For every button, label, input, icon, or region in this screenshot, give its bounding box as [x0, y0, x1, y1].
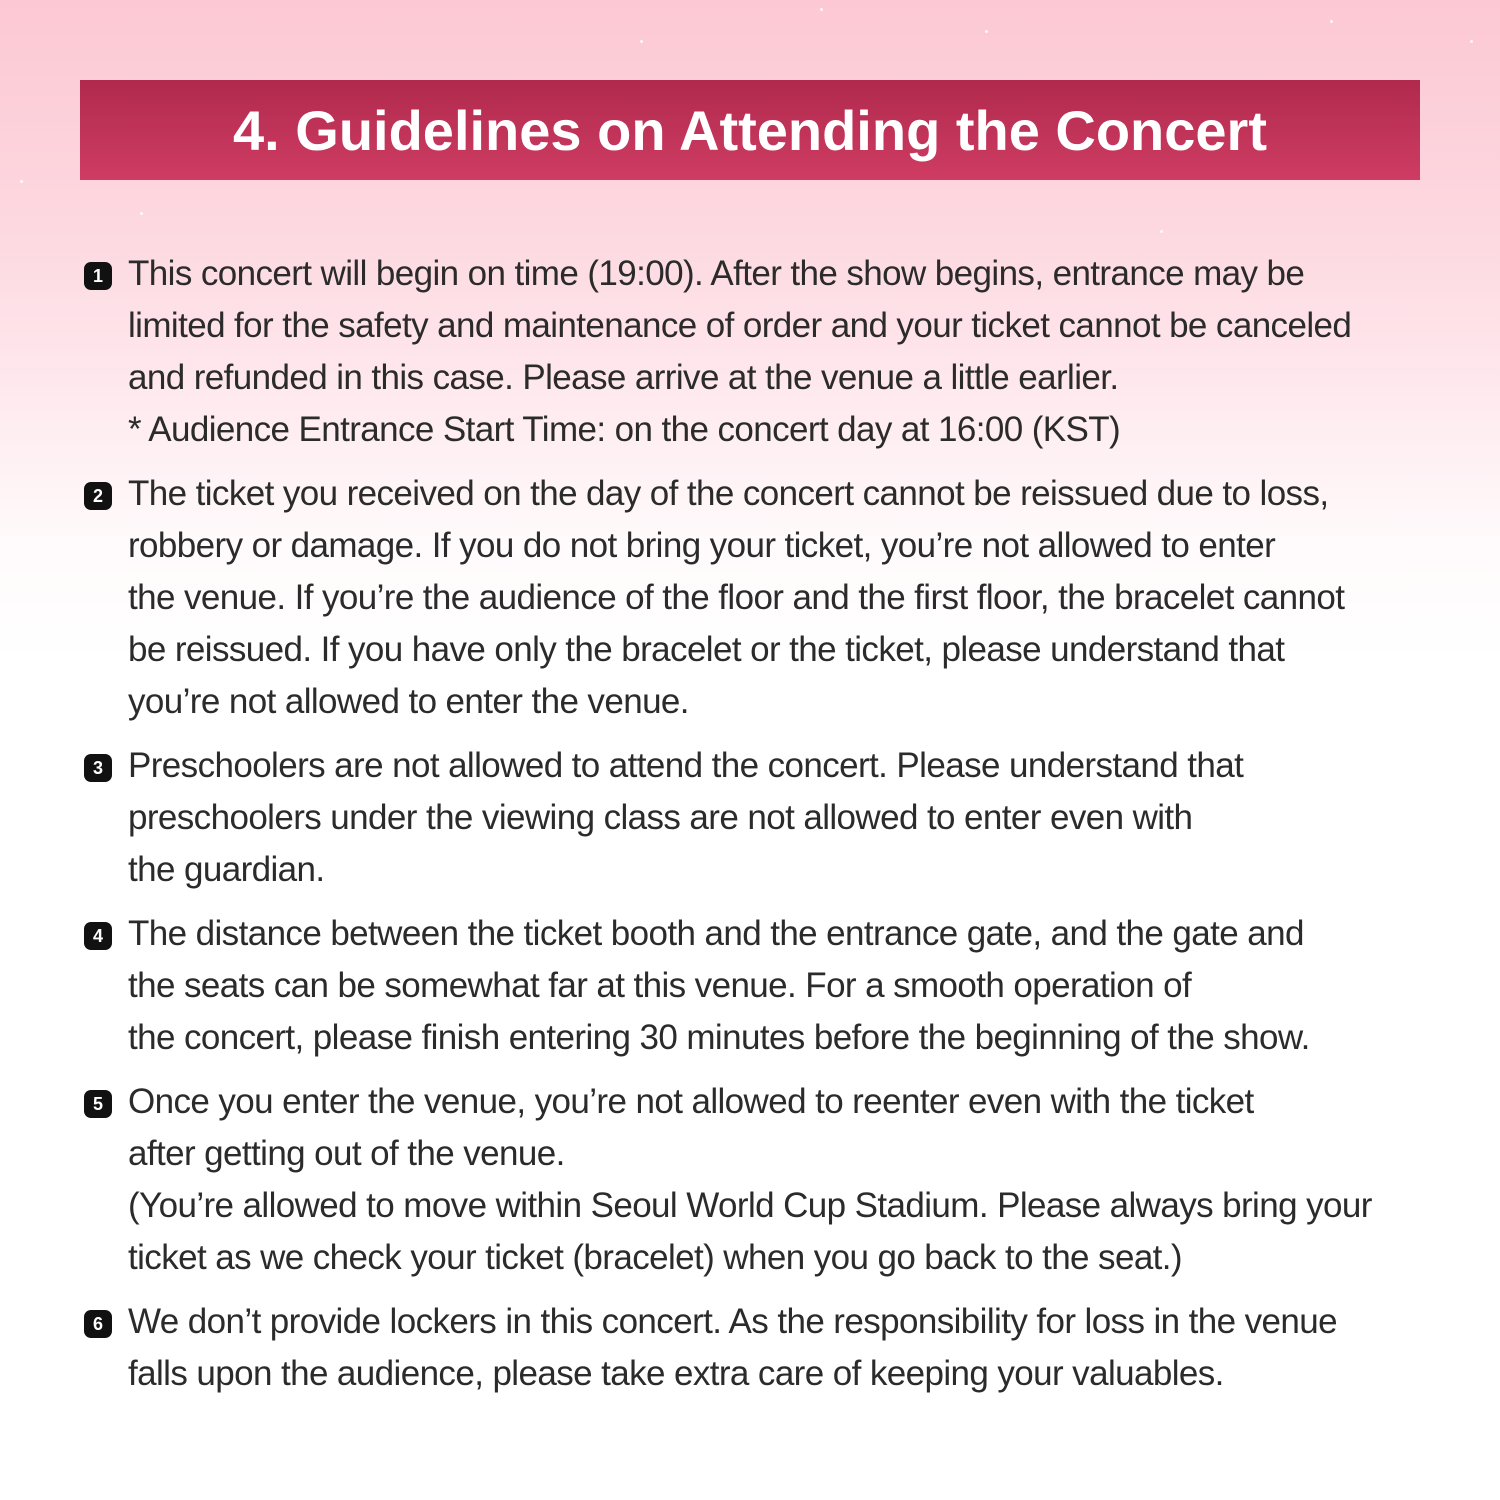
item-text-line: after getting out of the venue.	[128, 1134, 565, 1173]
item-text-line: The ticket you received on the day of the concert cannot be reissued due to loss,	[128, 474, 1329, 513]
number-badge: 3	[84, 754, 112, 782]
item-text-line: the seats can be somewhat far at this venue. For a smooth operation of	[128, 966, 1192, 1005]
sparkle	[140, 212, 143, 215]
guidelines-list	[84, 248, 1414, 1412]
item-text-line: limited for the safety and maintenance of order and your ticket cannot be canceled	[128, 306, 1352, 345]
list-item	[84, 1296, 1414, 1400]
item-text-line: The distance between the ticket booth and the entrance gate, and the gate and	[128, 914, 1304, 953]
number-badge: 6	[84, 1310, 112, 1338]
sparkle	[985, 30, 988, 33]
item-text-line: you’re not allowed to enter the venue.	[128, 682, 689, 721]
item-text-line: the concert, please finish entering 30 minutes before the beginning of the show.	[128, 1018, 1310, 1057]
list-item	[84, 248, 1414, 456]
item-note-line: * Audience Entrance Start Time: on the concert day at 16:00 (KST)	[128, 410, 1121, 449]
item-text-line: Preschoolers are not allowed to attend the concert. Please understand that	[128, 746, 1244, 785]
item-text-line: We don’t provide lockers in this concert. As the responsibility for loss in the venue	[128, 1302, 1337, 1341]
item-text-line: (You’re allowed to move within Seoul World Cup Stadium. Please always bring your	[128, 1186, 1372, 1225]
number-badge: 1	[84, 262, 112, 290]
sparkle	[1470, 40, 1473, 43]
item-text-line: Once you enter the venue, you’re not allowed to reenter even with the ticket	[128, 1082, 1254, 1121]
item-text-line: This concert will begin on time (19:00). After the show begins, entrance may be	[128, 254, 1305, 293]
sparkle	[640, 40, 643, 43]
list-item	[84, 1076, 1414, 1284]
item-text-line: ticket as we check your ticket (bracelet) when you go back to the seat.)	[128, 1238, 1182, 1277]
page-title: 4. Guidelines on Attending the Concert	[233, 98, 1267, 162]
number-badge: 2	[84, 482, 112, 510]
item-text-line: and refunded in this case. Please arrive at the venue a little earlier.	[128, 358, 1119, 397]
list-item	[84, 908, 1414, 1064]
item-text-line: falls upon the audience, please take extra care of keeping your valuables.	[128, 1354, 1224, 1393]
title-banner	[80, 80, 1420, 180]
item-text-line: be reissued. If you have only the bracelet or the ticket, please understand that	[128, 630, 1285, 669]
list-item	[84, 740, 1414, 896]
number-badge: 5	[84, 1090, 112, 1118]
item-text-line: preschoolers under the viewing class are not allowed to enter even with	[128, 798, 1193, 837]
sparkle	[1160, 230, 1163, 233]
item-text-line: robbery or damage. If you do not bring your ticket, you’re not allowed to enter	[128, 526, 1276, 565]
number-badge: 4	[84, 922, 112, 950]
item-text-line: the guardian.	[128, 850, 325, 889]
item-text-line: the venue. If you’re the audience of the floor and the first floor, the bracelet cannot	[128, 578, 1345, 617]
sparkle	[1330, 20, 1333, 23]
sparkle	[820, 8, 823, 11]
list-item	[84, 468, 1414, 728]
sparkle	[20, 180, 23, 183]
